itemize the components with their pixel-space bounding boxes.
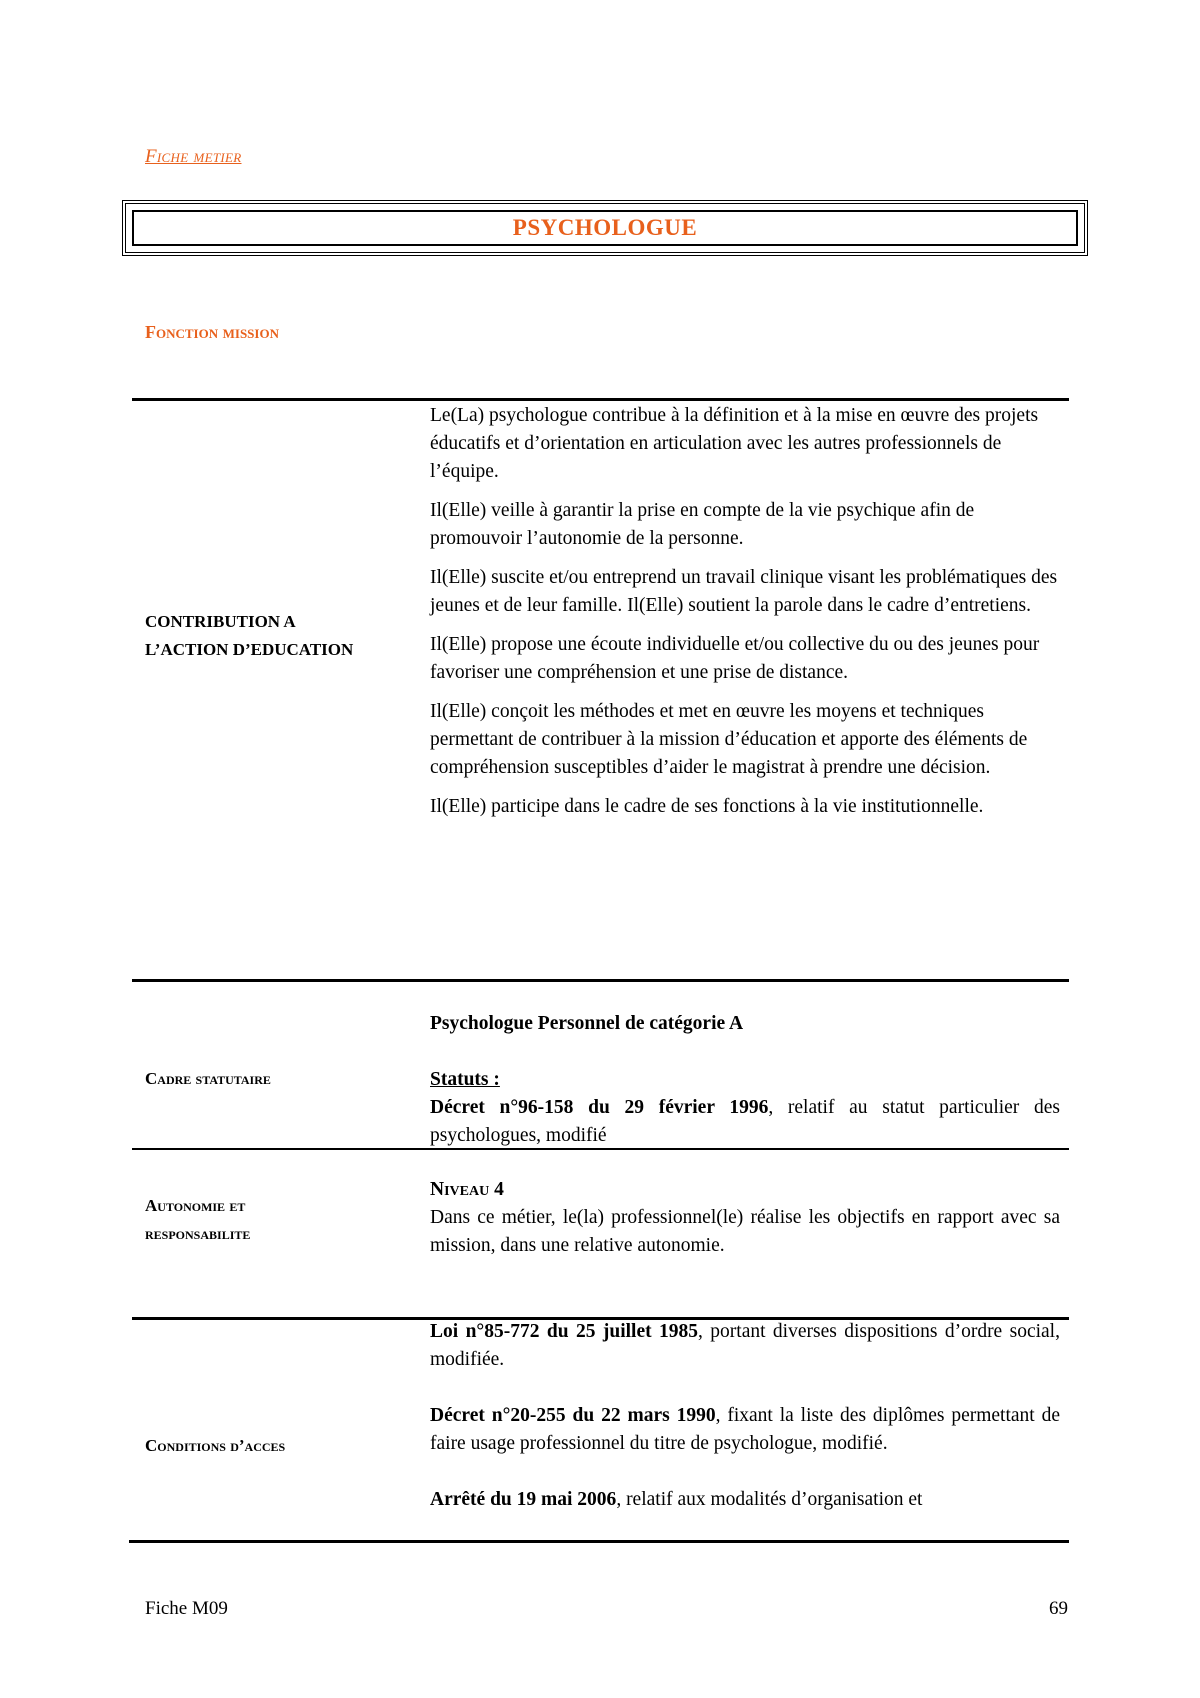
condition-description: , portant diverses dispositions d’ordre social, modifiée. xyxy=(430,1321,1060,1370)
autonomie-description: Dans ce métier, le(la) professionnel(le) réalise les objectifs en rapport avec sa mission, dans une relative autonomie. xyxy=(430,1207,1060,1256)
contribution-label xyxy=(145,608,353,664)
condition-description: , relatif aux modalités d’organisation et xyxy=(616,1489,923,1510)
page-title: PSYCHOLOGUE xyxy=(512,215,698,240)
conditions-text xyxy=(430,1318,1060,1514)
row-divider-autonomie xyxy=(132,1148,1069,1150)
row-divider-top xyxy=(132,398,1069,401)
cadre-category: Psychologue Personnel de catégorie A xyxy=(430,1013,744,1034)
contribution-paragraph: Il(Elle) propose une écoute individuelle et/ou collective du ou des jeunes pour favoriser une compréhension et une prise de distance. xyxy=(430,634,1040,683)
condition-reference: Loi n°85-772 du 25 juillet 1985 xyxy=(430,1321,699,1342)
contribution-paragraph: Il(Elle) suscite et/ou entreprend un travail clinique visant les problématiques des jeunes et de leur famille. Il(Elle) soutient la parole dans le cadre d’entretiens. xyxy=(430,567,1058,616)
decret-description: , relatif au statut particulier des psychologues, modifié xyxy=(430,1097,1060,1146)
autonomie-label-line1: Autonomie et xyxy=(145,1196,246,1215)
page-number: 69 xyxy=(1049,1598,1068,1619)
cadre-text xyxy=(430,1010,1060,1150)
statuts-label: Statuts : xyxy=(430,1069,500,1090)
autonomie-label-line2: responsabilite xyxy=(145,1224,251,1243)
contribution-label-line2: L’ACTION D’EDUCATION xyxy=(145,640,354,659)
section-heading: Fonction mission xyxy=(145,322,279,342)
autonomie-text xyxy=(430,1176,1060,1260)
conditions-label: Conditions d’acces xyxy=(145,1436,286,1455)
cadre-label: Cadre statutaire xyxy=(145,1069,271,1088)
title-box-inner xyxy=(132,210,1078,246)
row-divider-cadre xyxy=(132,979,1069,982)
niveau-label: Niveau 4 xyxy=(430,1179,504,1200)
contribution-text xyxy=(430,402,1060,832)
contribution-paragraph: Il(Elle) veille à garantir la prise en compte de la vie psychique afin de promouvoir l’autonomie de la personne. xyxy=(430,500,975,549)
condition-item xyxy=(430,1402,1060,1458)
footer-fiche-id: Fiche M09 xyxy=(145,1598,228,1619)
row-divider-bottom xyxy=(129,1540,1069,1543)
condition-item xyxy=(430,1486,1060,1514)
decret-reference: Décret n°96-158 du 29 février 1996 xyxy=(430,1097,769,1118)
contribution-paragraph: Le(La) psychologue contribue à la définition et à la mise en œuvre des projets éducatifs et d’orientation en articulation avec les autres professionnels de l’équipe. xyxy=(430,405,1039,482)
condition-reference: Arrêté du 19 mai 2006 xyxy=(430,1489,617,1510)
contribution-paragraph: Il(Elle) conçoit les méthodes et met en œuvre les moyens et techniques permettant de contribuer à la mission d’éducation et apporte des éléments de compréhension susceptibles d’aider le magistrat à prendre une décision. xyxy=(430,701,1028,778)
condition-item xyxy=(430,1318,1060,1374)
condition-reference: Décret n°20-255 du 22 mars 1990 xyxy=(430,1405,716,1426)
contribution-label-line1: CONTRIBUTION A xyxy=(145,612,296,631)
contribution-paragraph: Il(Elle) participe dans le cadre de ses fonctions à la vie institutionnelle. xyxy=(430,796,984,817)
fiche-metier-label: Fiche metier xyxy=(145,146,242,167)
title-box xyxy=(122,200,1088,256)
autonomie-label xyxy=(145,1192,250,1248)
condition-description: , fixant la liste des diplômes permettant de faire usage professionnel du titre de psychologue, modifié. xyxy=(430,1405,1060,1454)
